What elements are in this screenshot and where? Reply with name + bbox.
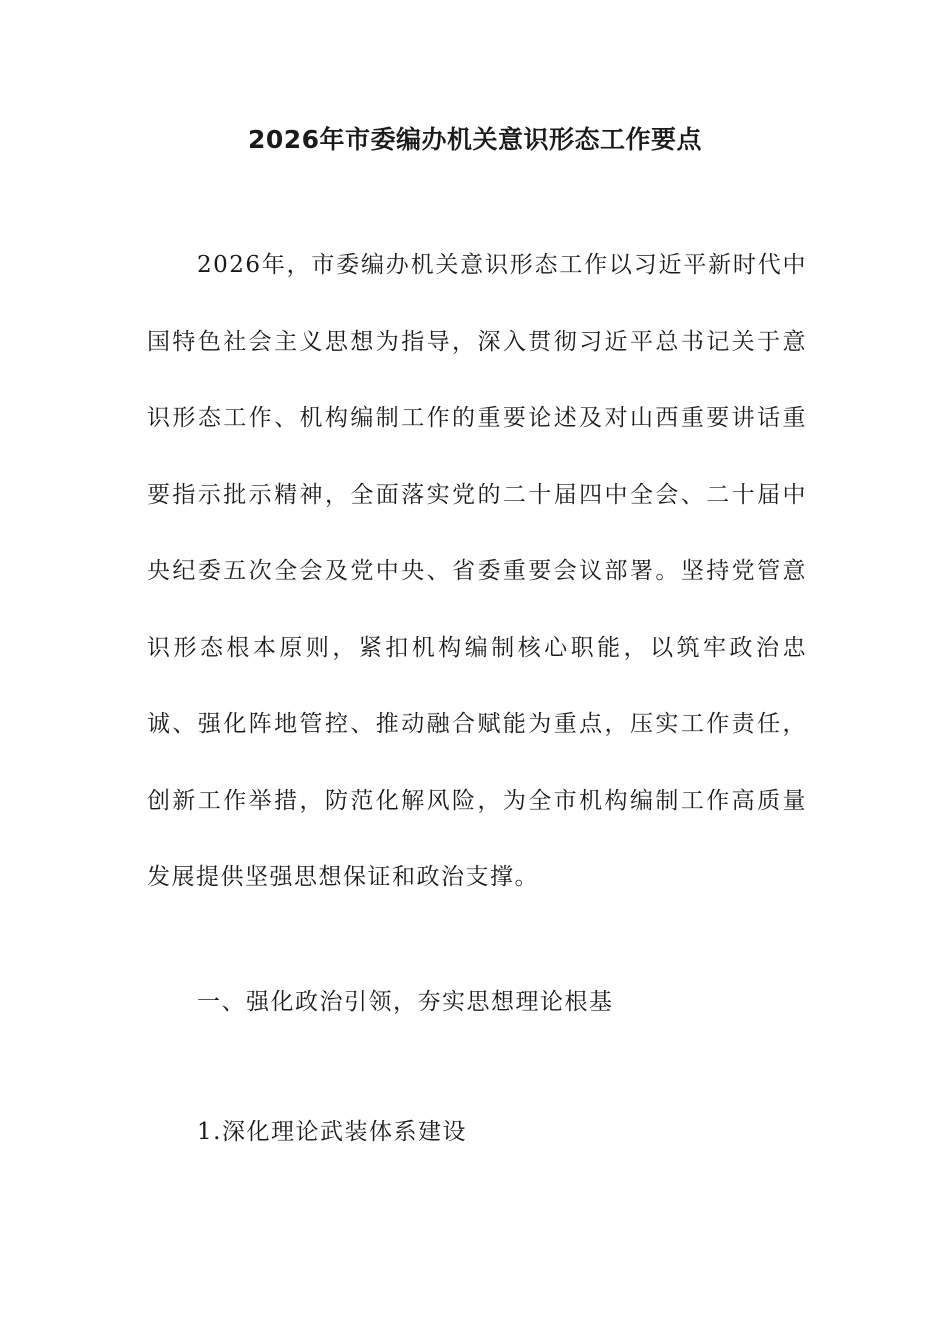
subsection-heading: 1.深化理论武装体系建设: [197, 1119, 467, 1145]
document-title: 2026年市委编办机关意识形态工作要点: [247, 125, 703, 154]
document-body: [147, 227, 807, 916]
section-heading: 一、强化政治引领，夯实思想理论根基: [197, 989, 614, 1015]
intro-paragraph: 2026年，市委编办机关意识形态工作以习近平新时代中国特色社会主义思想为指导，深入贯彻习近平总书记关于意识形态工作、机构编制工作的重要论述及对山西重要讲话重要指示批示精神，全面落实党的二十届四中全会、二十届中央纪委五次全会及党中央、省委重要会议部署。坚持党管意识形态根本原则，紧扣机构编制核心职能，以筑牢政治忠诚、强化阵地管控、推动融合赋能为重点，压实工作责任，创新工作举措，防范化解风险，为全市机构编制工作高质量发展提供坚强思想保证和政治支撑。: [147, 252, 807, 890]
